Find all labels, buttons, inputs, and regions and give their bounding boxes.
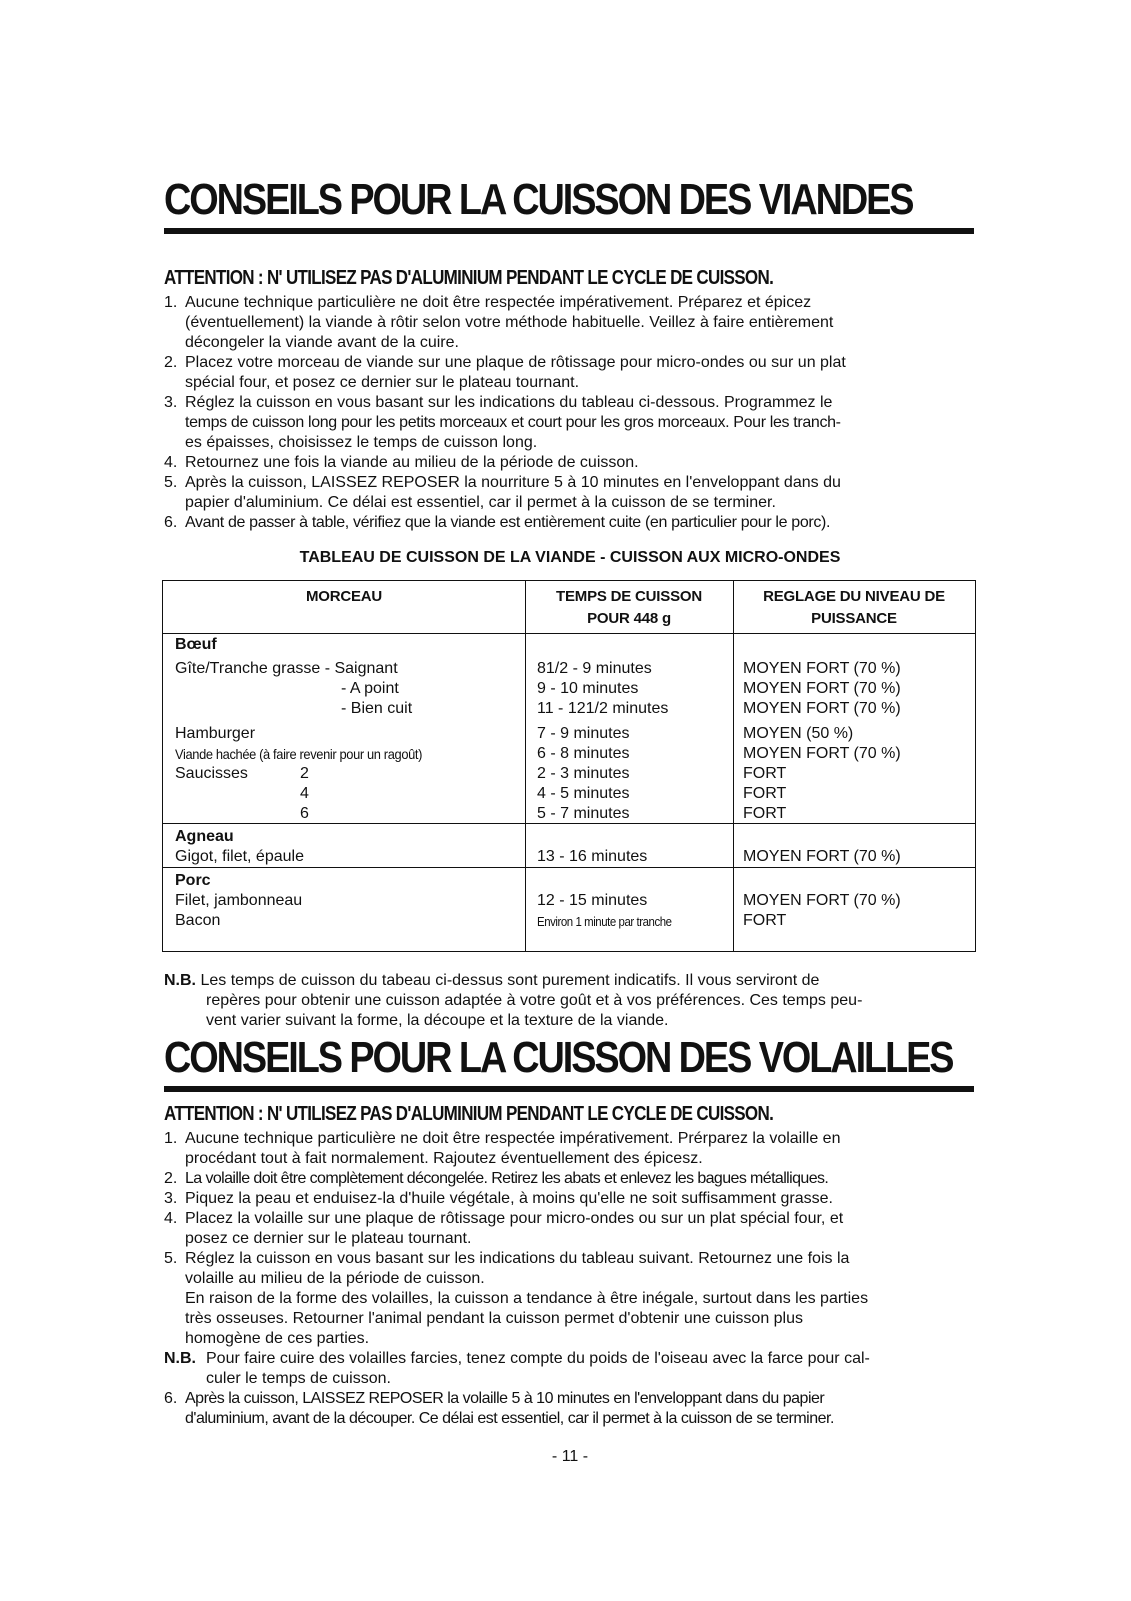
list-item: 1. Aucune technique particulière ne doit être respectée impérativement. Préparez et épicez (éventuellement) la viande à rôtir selon votre méthode habituelle. Veillez à faire entièrement décongeler la viande avant de la cuire. xyxy=(164,294,834,351)
table-cell-power: MOYEN FORT (70 %) xyxy=(743,848,901,865)
volailles-steps xyxy=(164,1129,976,1429)
header-reglage-l2: PUISSANCE xyxy=(811,610,897,627)
table-cell-power: MOYEN FORT (70 %) xyxy=(743,745,901,762)
table-cell-power: FORT xyxy=(743,765,787,782)
table-cell-piece: - Bien cuit xyxy=(341,700,413,717)
viandes-steps xyxy=(164,293,976,533)
header-temps-l1: TEMPS DE CUISSON xyxy=(556,588,702,605)
category-boeuf: Bœuf xyxy=(175,636,217,653)
table-title: TABLEAU DE CUISSON DE LA VIANDE - CUISSON AUX MICRO-ONDES xyxy=(299,549,841,566)
table-cell-time: 81/2 - 9 minutes xyxy=(537,660,652,677)
list-item: 6. Avant de passer à table, vérifiez que la viande est entièrement cuite (en particulier pour le porc). xyxy=(164,514,831,531)
table-cell-power: MOYEN FORT (70 %) xyxy=(743,892,901,909)
nb-note-viandes: N.B. Les temps de cuisson du tabeau ci-dessus sont purement indicatifs. Il vous serviront de repères pour obtenir une cuisson adaptée à votre goût et à vos préférences. Ces temps peu- vent varier suivant la forme, la découpe et la texture de la viande. xyxy=(164,972,863,1029)
table-cell-time: 9 - 10 minutes xyxy=(537,680,639,697)
table-cell-time: 5 - 7 minutes xyxy=(537,805,630,822)
table-cell-power: MOYEN FORT (70 %) xyxy=(743,700,901,717)
header-reglage-l1: REGLAGE DU NIVEAU DE xyxy=(763,588,945,605)
section-title-volailles: CONSEILS POUR LA CUISSON DES VOLAILLES xyxy=(164,1033,953,1082)
header-morceau: MORCEAU xyxy=(305,588,383,605)
table-cell-time: 11 - 121/2 minutes xyxy=(537,700,669,717)
table-cell-time: 7 - 9 minutes xyxy=(537,725,630,742)
table-cell-qty: 2 xyxy=(300,765,309,782)
title-rule xyxy=(164,1086,974,1092)
list-item: 6. Après la cuisson, LAISSEZ REPOSER la volaille 5 à 10 minutes en l'enveloppant dans du papier d'aluminium, avant de la découper. Ce délai est essentiel, car il permet à la cuisson de se terminer. xyxy=(164,1390,834,1427)
table-cell-piece: Saucisses xyxy=(175,765,248,782)
column-divider xyxy=(733,581,734,951)
section-title-viandes: CONSEILS POUR LA CUISSON DES VIANDES xyxy=(164,175,913,224)
list-item: 2. Placez votre morceau de viande sur une plaque de rôtissage pour micro-ondes ou sur un plat spécial four, et posez ce dernier sur le plateau tournant. xyxy=(164,354,846,391)
table-cell-time: 4 - 5 minutes xyxy=(537,785,630,802)
table-cell-power: MOYEN FORT (70 %) xyxy=(743,680,901,697)
list-item: 5. Après la cuisson, LAISSEZ REPOSER la nourriture 5 à 10 minutes en l'enveloppant dans du papier d'aluminium. Ce délai est essentiel, car il permet à la cuisson de se terminer. xyxy=(164,474,841,511)
attention-warning-viandes: ATTENTION : N' UTILISEZ PAS D'ALUMINIUM PENDANT LE CYCLE DE CUISSON. xyxy=(164,267,774,289)
list-item: 4. Retournez une fois la viande au milieu de la période de cuisson. xyxy=(164,454,639,471)
table-cell-time: Environ 1 minute par tranche xyxy=(537,914,672,929)
list-item: 2. La volaille doit être complètement décongelée. Retirez les abats et enlevez les bagues métalliques. xyxy=(164,1170,829,1187)
meat-cooking-table xyxy=(162,580,976,952)
table-cell-power: MOYEN FORT (70 %) xyxy=(743,660,901,677)
list-item: 3. Réglez la cuisson en vous basant sur les indications du tableau ci-dessous. Programmez le temps de cuisson long pour les petits morceaux et court pour les gros morceaux. Pour les tranch- es épaisses, choisissez le temps de cuisson long. xyxy=(164,394,841,451)
table-cell-piece: Filet, jambonneau xyxy=(175,892,303,909)
list-item: 3. Piquez la peau et enduisez-la d'huile végétale, à moins qu'elle ne soit suffisamment grasse. xyxy=(164,1190,833,1207)
title-rule xyxy=(164,228,974,234)
row-divider xyxy=(163,867,975,868)
table-cell-piece: Gigot, filet, épaule xyxy=(175,848,304,865)
header-temps-l2: POUR 448 g xyxy=(587,610,671,627)
table-cell-time: 2 - 3 minutes xyxy=(537,765,630,782)
table-cell-piece: Viande hachée (à faire revenir pour un ragoût) xyxy=(175,746,423,762)
attention-warning-volailles: ATTENTION : N' UTILISEZ PAS D'ALUMINIUM PENDANT LE CYCLE DE CUISSON. xyxy=(164,1103,774,1125)
table-cell-power: MOYEN (50 %) xyxy=(743,725,854,742)
table-cell-time: 6 - 8 minutes xyxy=(537,745,630,762)
list-item: 1. Aucune technique particulière ne doit être respectée impérativement. Prérparez la volaille en procédant tout à fait normalement. Rajoutez éventuellement des épicesz. xyxy=(164,1130,841,1167)
list-item: 4. Placez la volaille sur une plaque de rôtissage pour micro-ondes ou sur un plat spécial four, et posez ce dernier sur le plateau tournant. xyxy=(164,1210,844,1247)
table-cell-time: 12 - 15 minutes xyxy=(537,892,648,909)
category-porc: Porc xyxy=(175,872,211,889)
table-cell-qty: 6 xyxy=(300,805,309,822)
table-cell-piece: - A point xyxy=(341,680,399,697)
table-cell-piece: Bacon xyxy=(175,912,221,929)
page-number: - 11 - xyxy=(551,1448,589,1465)
table-cell-time: 13 - 16 minutes xyxy=(537,848,648,865)
table-cell-qty: 4 xyxy=(300,785,309,802)
category-agneau: Agneau xyxy=(175,828,234,845)
column-divider xyxy=(525,581,526,951)
header-divider xyxy=(163,633,975,634)
table-cell-power: FORT xyxy=(743,912,787,929)
list-item-nb: N.B. Pour faire cuire des volailles farcies, tenez compte du poids de l'oiseau avec la farce pour cal- culer le temps de cuisson. xyxy=(164,1350,870,1387)
list-item: 5. Réglez la cuisson en vous basant sur les indications du tableau suivant. Retournez une fois la volaille au milieu de la période de cuisson. En raison de la forme des volailles, la cuisson a tendance à être inégale, surtout dans les parties très osseuses. Retourner l'animal pendant la cuisson permet d'obtenir une cuisson plus homogène de ces parties. xyxy=(164,1250,869,1347)
table-cell-piece: Gîte/Tranche grasse - Saignant xyxy=(175,660,398,677)
table-cell-power: FORT xyxy=(743,805,787,822)
table-cell-piece: Hamburger xyxy=(175,725,256,742)
table-cell-power: FORT xyxy=(743,785,787,802)
